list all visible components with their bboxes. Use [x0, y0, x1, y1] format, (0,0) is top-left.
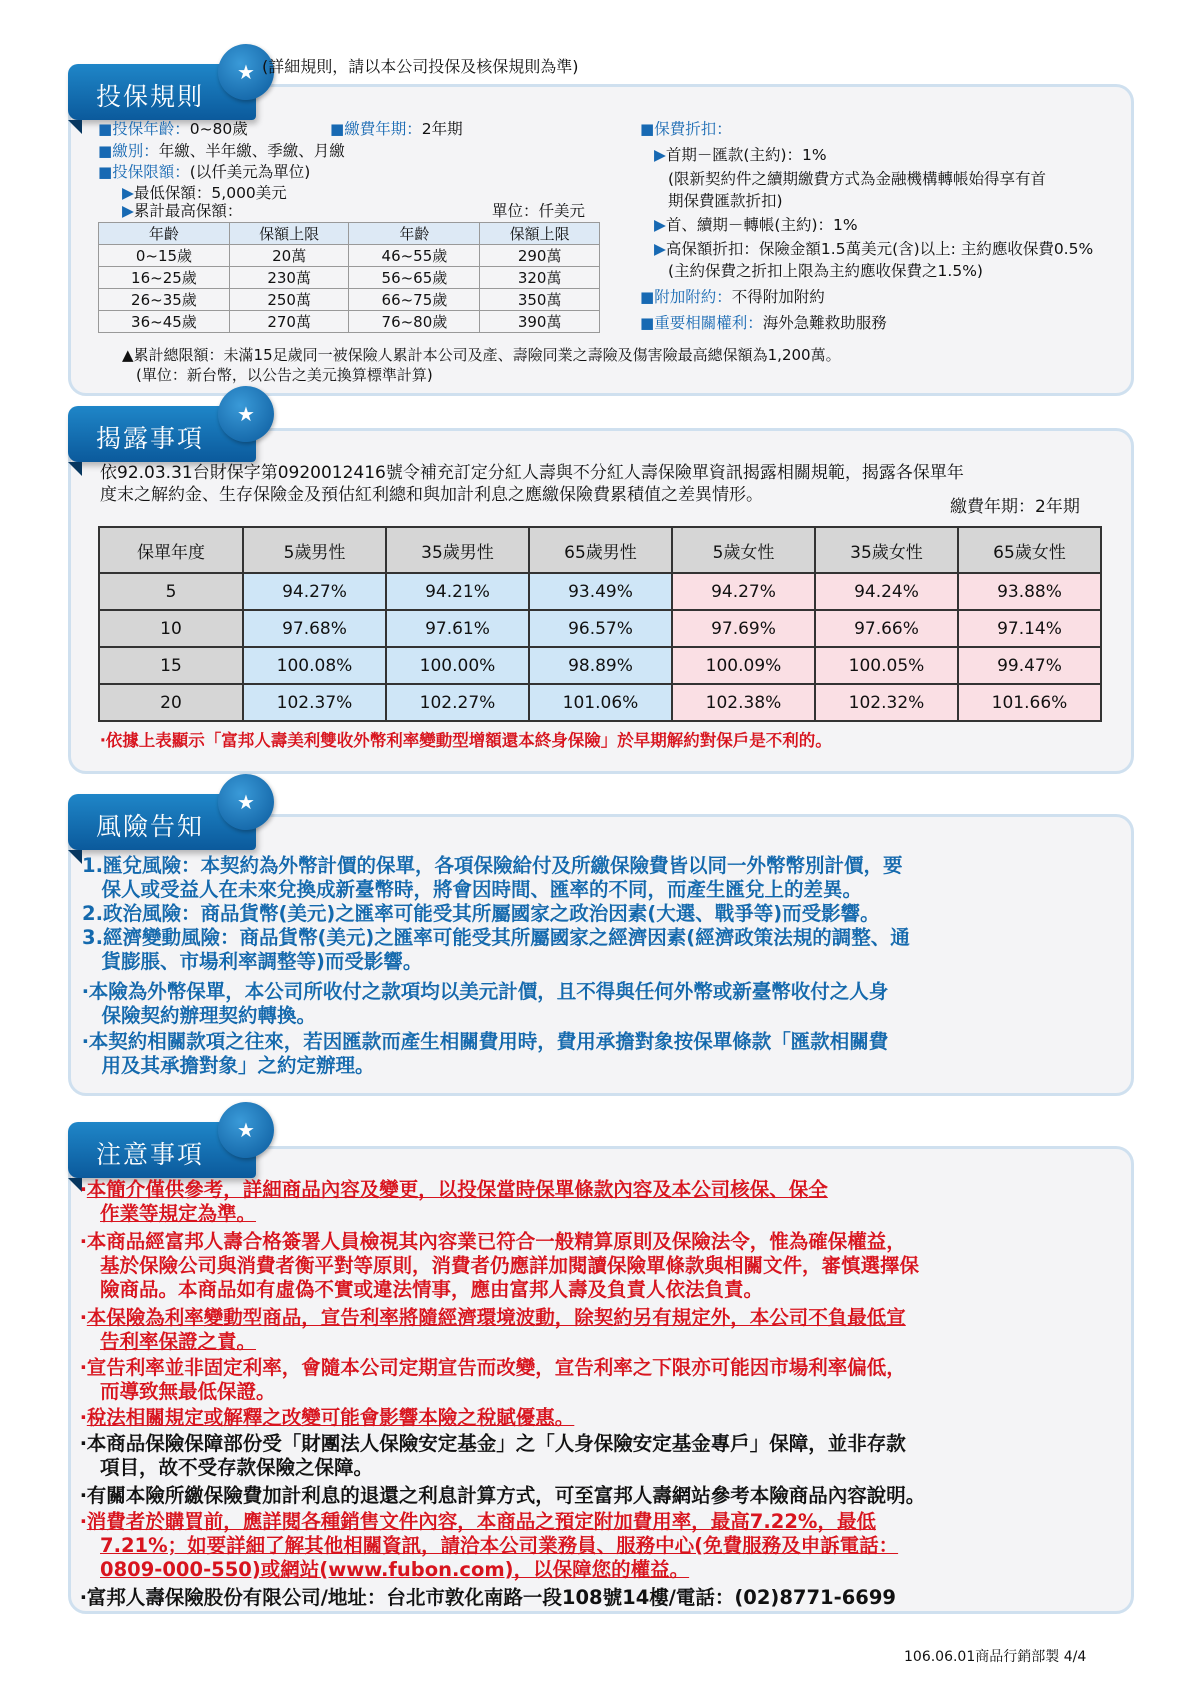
rights-value: 海外急難救助服務 — [762, 314, 887, 332]
table-cell: 290萬 — [480, 245, 600, 267]
note-1-line-a: 本簡介僅供參考，詳細商品內容及變更，以投保當時保單條款內容及本公司核保、保全 — [86, 1178, 828, 1201]
disclosure-warning: ‧依據上表顯示「富邦人壽美利雙收外幣利率變動型增額還本終身保險」於早期解約對保戶是不利的。 — [100, 731, 832, 750]
table-cell: 100.08% — [243, 647, 386, 684]
note-2c — [100, 1278, 1140, 1302]
table-cell: 100.09% — [672, 647, 815, 684]
bullet: ‧ — [80, 1306, 87, 1329]
disclosure-pay-years: 繳費年期：2年期 — [950, 497, 1080, 517]
note-8b — [100, 1534, 1140, 1558]
disclosure-tab-label: 揭露事項 — [96, 424, 205, 453]
table-header: 保額上限 — [229, 223, 349, 245]
table-row — [99, 267, 600, 289]
tab-fold — [68, 120, 82, 134]
discount-2 — [654, 214, 858, 236]
rider-value: 不得附加附約 — [731, 288, 825, 306]
unit-label: 單位：仟美元 — [492, 202, 586, 220]
table-cell: 270萬 — [229, 311, 349, 333]
max-amount-row — [122, 200, 242, 222]
table-header: 65歲男性 — [529, 527, 672, 573]
table-header: 年齡 — [349, 223, 480, 245]
table-cell: 94.27% — [672, 573, 815, 610]
table-cell: 98.89% — [529, 647, 672, 684]
bullet: ‧ — [80, 1178, 87, 1201]
rules-tab — [68, 60, 256, 120]
rights-row — [640, 312, 887, 334]
note-7 — [80, 1484, 1120, 1508]
table-cell: 102.38% — [672, 684, 815, 721]
table-row — [99, 684, 1101, 721]
table-cell: 10 — [99, 610, 243, 647]
pay-years-row — [330, 118, 463, 140]
discount-label: 保費折扣： — [654, 120, 732, 138]
note-3b — [100, 1330, 1140, 1354]
discount-3-text: 高保額折扣：保險金額1.5萬美元(含)以上: 主約應收保費0.5% — [665, 240, 1094, 258]
table-cell: 350萬 — [480, 289, 600, 311]
discount-2-text: 首、續期－轉帳(主約)：1% — [665, 216, 858, 234]
square-bullet-icon: ■ — [640, 314, 655, 332]
rider-label: 附加附約： — [654, 288, 732, 306]
risk-line: ‧本險為外幣保單，本公司所收付之款項均以美元計價，且不得與任何外幣或新臺幣收付之人身 — [82, 980, 889, 1003]
rules-tab-label: 投保規則 — [96, 82, 205, 111]
table-header-row — [99, 223, 600, 245]
tab-fold — [68, 850, 82, 864]
pay-mode-label: 繳別： — [112, 142, 159, 160]
note-8-line-a: 消費者於購買前，應詳閱各種銷售文件內容，本商品之預定附加費用率，最高7.22%，最低 — [86, 1510, 876, 1533]
note-3-line-b: 告利率保證之責。 — [100, 1330, 257, 1353]
discount-1-note1: (限新契約件之續期繳費方式為金融機構轉帳始得享有首 — [668, 170, 1047, 188]
bullet: ‧ — [80, 1432, 87, 1455]
table-cell: 102.27% — [386, 684, 529, 721]
bullet: ‧ — [80, 1356, 87, 1379]
note-3-line-a: 本保險為利率變動型商品，宣告利率將隨經濟環境波動，除契約另有規定外，本公司不負最低宣 — [86, 1306, 906, 1329]
max-amount: 累計最高保額： — [133, 202, 243, 220]
table-cell: 101.06% — [529, 684, 672, 721]
rules-note: (詳細規則，請以本公司投保及核保規則為準) — [262, 57, 579, 76]
limit-value: (以仟美元為單位) — [189, 163, 311, 181]
table-cell: 15 — [99, 647, 243, 684]
note-9 — [80, 1586, 1120, 1610]
table-header: 保單年度 — [99, 527, 243, 573]
min-amount: 最低保額：5,000美元 — [133, 184, 287, 202]
table-cell: 5 — [99, 573, 243, 610]
note-8c — [100, 1558, 1140, 1582]
table-cell: 102.37% — [243, 684, 386, 721]
notes-tab-label: 注意事項 — [96, 1140, 205, 1169]
table-cell: 101.66% — [958, 684, 1101, 721]
rider-row — [640, 286, 825, 308]
table-cell: 97.68% — [243, 610, 386, 647]
table-header: 65歲女性 — [958, 527, 1101, 573]
notes-tab — [68, 1118, 256, 1178]
table-header: 5歲男性 — [243, 527, 386, 573]
risk-line: 1.匯兌風險：本契約為外幣計價的保單，各項保險給付及所繳保險費皆以同一外幣幣別計價，要 — [82, 854, 903, 877]
discount-3 — [654, 238, 1093, 260]
table-cell: 94.24% — [815, 573, 958, 610]
risk-line: 保人或受益人在未來兌換成新臺幣時，將會因時間、匯率的不同，而產生匯兌上的差異。 — [82, 878, 863, 901]
table-cell: 100.05% — [815, 647, 958, 684]
note-6b — [100, 1456, 1140, 1480]
note-4b — [100, 1380, 1140, 1404]
discount-1-note2: 期保費匯款折扣) — [668, 192, 783, 210]
age-label: 投保年齡： — [112, 120, 190, 138]
bullet: ‧ — [80, 1406, 87, 1429]
table-cell: 0~15歲 — [99, 245, 230, 267]
table-header: 35歲男性 — [386, 527, 529, 573]
bullet: ‧ — [80, 1586, 87, 1609]
note-8-line-b: 7.21%；如要詳細了解其他相關資訊，請洽本公司業務員、服務中心(免費服務及申訴電話： — [100, 1534, 899, 1557]
table-cell: 94.21% — [386, 573, 529, 610]
pay-years-value: 2年期 — [421, 120, 463, 138]
square-bullet-icon: ■ — [98, 142, 113, 160]
table-cell: 250萬 — [229, 289, 349, 311]
note-2-line-c: 險商品。本商品如有虛偽不實或違法情事，應由富邦人壽及負責人依法負責。 — [100, 1278, 764, 1301]
table-cell: 26~35歲 — [99, 289, 230, 311]
bullet: ‧ — [80, 1484, 87, 1507]
table-header: 年齡 — [99, 223, 230, 245]
note-2-line-b: 基於保險公司與消費者衡平對等原則，消費者仍應詳加閱讀保險單條款與相關文件，審慎選擇保 — [100, 1254, 920, 1277]
pay-years-label: 繳費年期： — [344, 120, 422, 138]
pay-mode-row — [98, 140, 345, 162]
disclosure-table — [98, 526, 1102, 722]
risk-line: 保險契約辦理契約轉換。 — [82, 1004, 317, 1027]
note-7-line: 有關本險所繳保險費加計利息的退還之利息計算方式，可至富邦人壽網站參考本險商品內容說明。 — [86, 1484, 926, 1507]
risk-line: 3.經濟變動風險：商品貨幣(美元)之匯率可能受其所屬國家之經濟因素(經濟政策法規的調整、通 — [82, 926, 910, 949]
total-limit-line2: (單位：新台幣，以公告之美元換算標準計算) — [136, 366, 433, 384]
note-8 — [80, 1510, 1120, 1534]
table-row — [99, 311, 600, 333]
table-row — [99, 245, 600, 267]
table-header: 保額上限 — [480, 223, 600, 245]
square-bullet-icon: ■ — [640, 120, 655, 138]
table-cell: 20 — [99, 684, 243, 721]
star-icon: ★ — [218, 386, 274, 442]
limit-row — [98, 161, 310, 183]
triangle-bullet-icon: ▶ — [654, 146, 666, 164]
table-cell: 93.88% — [958, 573, 1101, 610]
risk-line: 貨膨脹、市場利率調整等)而受影響。 — [82, 950, 423, 973]
table-cell: 96.57% — [529, 610, 672, 647]
table-header-row — [99, 527, 1101, 573]
table-cell: 16~25歲 — [99, 267, 230, 289]
table-row — [99, 647, 1101, 684]
risk-tab-label: 風險告知 — [96, 812, 205, 841]
limit-table — [98, 222, 600, 333]
note-1-line-b: 作業等規定為準。 — [100, 1202, 257, 1225]
table-cell: 97.14% — [958, 610, 1101, 647]
table-cell: 230萬 — [229, 267, 349, 289]
note-4-line-a: 宣告利率並非固定利率，會隨本公司定期宣告而改變，宣告利率之下限亦可能因市場利率偏低， — [86, 1356, 906, 1379]
table-header: 5歲女性 — [672, 527, 815, 573]
limit-label: 投保限額： — [112, 163, 190, 181]
square-bullet-icon: ■ — [640, 288, 655, 306]
note-2 — [80, 1230, 1120, 1254]
table-cell: 20萬 — [229, 245, 349, 267]
risk-line: 用及其承擔對象」之約定辦理。 — [82, 1054, 375, 1077]
risk-line: 2.政治風險：商品貨幣(美元)之匯率可能受其所屬國家之政治因素(大選、戰爭等)而受影響。 — [82, 902, 880, 925]
table-cell: 36~45歲 — [99, 311, 230, 333]
rights-label: 重要相關權利： — [654, 314, 763, 332]
table-cell: 99.47% — [958, 647, 1101, 684]
star-icon: ★ — [218, 774, 274, 830]
note-4 — [80, 1356, 1120, 1380]
table-cell: 102.32% — [815, 684, 958, 721]
table-cell: 56~65歲 — [349, 267, 480, 289]
note-5-line: 稅法相關規定或解釋之改變可能會影響本險之稅賦優惠。 — [86, 1406, 575, 1429]
risk-tab — [68, 790, 256, 850]
table-cell: 100.00% — [386, 647, 529, 684]
note-6-line-a: 本商品保險保障部份受「財團法人保險安定基金」之「人身保險安定基金專戶」保障，並非存款 — [86, 1432, 906, 1455]
table-cell: 320萬 — [480, 267, 600, 289]
triangle-bullet-icon: ▶ — [654, 216, 666, 234]
age-row — [98, 118, 248, 140]
triangle-bullet-icon: ▶ — [122, 202, 134, 220]
table-cell: 66~75歲 — [349, 289, 480, 311]
triangle-bullet-icon: ▶ — [654, 240, 666, 258]
age-value: 0~80歲 — [189, 120, 248, 138]
square-bullet-icon: ■ — [98, 120, 113, 138]
total-limit-line1: ▲累計總限額：未滿15足歲同一被保險人累計本公司及產、壽險同業之壽險及傷害險最高總保額為1,200萬。 — [122, 346, 841, 364]
discount-1-text: 首期－匯款(主約)：1% — [665, 146, 827, 164]
square-bullet-icon: ■ — [98, 163, 113, 181]
table-cell: 97.69% — [672, 610, 815, 647]
table-row — [99, 573, 1101, 610]
triangle-bullet-icon: ▶ — [122, 184, 134, 202]
discount-row — [640, 118, 732, 140]
table-cell: 94.27% — [243, 573, 386, 610]
footer: 106.06.01商品行銷部製 4/4 — [904, 1649, 1087, 1665]
table-cell: 97.61% — [386, 610, 529, 647]
pay-mode-value: 年繳、半年繳、季繳、月繳 — [158, 142, 345, 160]
note-2-line-a: 本商品經富邦人壽合格簽署人員檢視其內容業已符合一般精算原則及保險法令，惟為確保權益， — [86, 1230, 906, 1253]
tab-fold — [68, 462, 82, 476]
table-cell: 76~80歲 — [349, 311, 480, 333]
square-bullet-icon: ■ — [330, 120, 345, 138]
disclosure-text-line2: 度末之解約金、生存保險金及預估紅利總和與加計利息之應繳保險費累積值之差異情形。 — [100, 485, 763, 505]
note-6-line-b: 項目，故不受存款保險之保障。 — [100, 1456, 374, 1479]
bullet: ‧ — [80, 1230, 87, 1253]
table-cell: 97.66% — [815, 610, 958, 647]
table-cell: 93.49% — [529, 573, 672, 610]
table-cell: 390萬 — [480, 311, 600, 333]
note-8-line-c: 0809-000-550)或網站(www.fubon.com)，以保障您的權益。 — [100, 1558, 690, 1581]
note-4-line-b: 而導致無最低保證。 — [100, 1380, 276, 1403]
bullet: ‧ — [80, 1510, 87, 1533]
note-1b — [100, 1202, 1140, 1226]
risk-line: ‧本契約相關款項之往來，若因匯款而產生相關費用時，費用承擔對象按保單條款「匯款相關費 — [82, 1030, 889, 1053]
table-row — [99, 289, 600, 311]
star-icon: ★ — [218, 1102, 274, 1158]
note-6 — [80, 1432, 1120, 1456]
disclosure-text-line1: 依92.03.31台財保字第0920012416號令補充訂定分紅人壽與不分紅人壽保險單資訊揭露相關規範，揭露各保單年 — [100, 463, 964, 483]
note-2b — [100, 1254, 1140, 1278]
table-header: 35歲女性 — [815, 527, 958, 573]
note-3 — [80, 1306, 1120, 1330]
star-icon: ★ — [218, 44, 274, 100]
note-5 — [80, 1406, 1120, 1430]
company-address: 富邦人壽保險股份有限公司/地址：台北市敦化南路一段108號14樓/電話：(02)8771-6699 — [86, 1586, 896, 1609]
table-row — [99, 610, 1101, 647]
discount-3-note: (主約保費之折扣上限為主約應收保費之1.5%) — [668, 262, 983, 280]
discount-1 — [654, 144, 827, 166]
table-cell: 46~55歲 — [349, 245, 480, 267]
disclosure-tab — [68, 402, 256, 462]
note-1 — [80, 1178, 1120, 1202]
